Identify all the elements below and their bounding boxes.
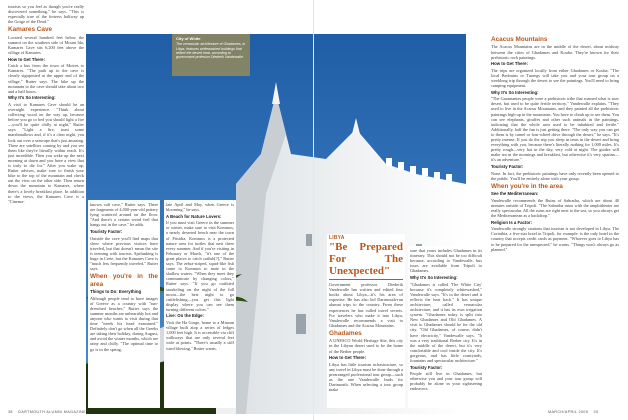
left-column-1: [8, 4, 84, 408]
page-number-left: 38: [8, 410, 13, 414]
subheading: See the Mediterranean:: [491, 191, 539, 197]
subheading: How to Get There:: [8, 56, 46, 62]
page-number-right: 39: [593, 410, 599, 414]
paragraph: If you must visit Greece in the summer or winter, make sure to visit Kommos, a nearly deserted beach near the town of Pitsidia. Kommos is a protected nature area for turtles that nest there every summer. And if you're visiting in February or March, "it's one of the great places to catch catfish[?]," Rutter says. The zebra-striped, squid-like fish come to Kommos to mate in the shallow waters. "When they meet they communicate by changing colors," Rutter says. "If you go outfitted snorkeling on the night of the full moon—the best night to go cuttlefishing—you get this light display where you can see them turning different colors.": [166, 220, 234, 312]
paragraph: The Acacus Mountains are in the middle of the desert, about midway between the cities of Ghadames and Kouba. They're known for their prehistoric rock paintings.: [491, 44, 619, 60]
divider: [329, 279, 403, 280]
article-headline: "Be Prepared For The Unexpected": [329, 241, 403, 278]
section-heading-acacus: Acacus Mountains: [491, 36, 548, 43]
caption-title: City of White: [176, 36, 201, 41]
left-column-2: [88, 200, 160, 408]
section-heading-when: When you're in the area: [491, 182, 563, 190]
paragraph: People still live in Ghadames, but otherwise you and your tour group will probably be alone in your sightseeing endeavors.: [410, 371, 482, 392]
paragraph: A UNESCO World Heritage Site, this city in the Libyan desert used to be the home of the Berber people.: [329, 338, 403, 354]
paragraph: Located several hundred feet below the summit on the southern side of Mount Ida, Kamares Cave sits 6,200 feet above the village of Kamares.: [8, 34, 84, 56]
subheading: How to Get There:: [491, 61, 529, 67]
subheading: How to Get There:: [329, 355, 367, 361]
paragraph: Outside the cave you'll find maps that show where previous visitors have traveled, but that doesn't mean the site is teeming with tourists. Spelunking is huge in Crete, but the Kamares Cave is "much less frequently traveled," Rutter says.: [90, 235, 158, 272]
subheading: Religion Is a Factor:: [491, 219, 533, 225]
right-column-2: [408, 246, 484, 408]
right-column-3: [489, 34, 621, 408]
page-gutter: [313, 0, 314, 420]
subheading: Touristy Factor:: [410, 364, 443, 370]
paragraph: Catch a bus from the town of Moires to Kamares. "The path up to the cave is clearly signposted at the upper end of the village," Rutter says. The hike up the mountain to the cave should take about two and a half hours.: [8, 63, 84, 94]
paragraph: Visit the Ha Gorge, home to a Minoan village built atop a series of ledges 1,000 feet high. It is accessible via cliff walkways that are only several feet wide at points. "There's usually a stiff wind blowing," Rutter warns.: [166, 320, 234, 351]
paragraph: A visit to Kamares Cave should be an overnight experience. "Think about collecting wood on the way up, because before you go to bed you should light a fire—you'll be quite chilly at night," Rutter says. "Light a fire, toast some marshmallows and, if it's a clear night, you look out over a seascape that's just amazing. There are satellites coming by and you see them like they're literally within reach. It's just incredible. Then you wake up the next morning at dawn and you have a view that is truly to die for." After you wake up, Rutter advises, make sure to finish your hike to the top of the mountain and check out the view on the other side. Then return down the mountain to Kamares, where there's a lovely breakfast place. In addition to the views, the Kamares Cave is a "Cinema-: [8, 101, 84, 204]
footer-left: [8, 410, 86, 414]
section-heading-when: When you're in the area: [90, 273, 158, 288]
paragraph: None. In fact, the prehistoric paintings have only recently been opened to the public. You'll be entirely alone with your group.: [491, 170, 619, 181]
paragraph: Government professor Diederik Vandewalle has written and edited four books about Libya—it's his area of expertise. He has also led Dartmouth-run alumni trips to the country. From these experiences he has culled travel secrets. For travelers who make it into Libya, Vandewalle recommends a visit to Ghadames and the Acacus Mountains.: [329, 282, 403, 328]
section-heading-ghadames: Ghadames: [329, 329, 362, 337]
paragraph: The trips are organized locally from either Ghadames or Kouba. "The local Bedouins or Tuaregs will take you and your tour group on a weeklong trip through the desert to see the paintings. You'll need to bring camping equipment.: [491, 67, 619, 89]
paragraph: Although people tend to have images of Greece as a country with "sun-drenched beaches," Rutter says the summer months are unbearably hot and anyone who wants to visit during that time "needs his head examined." Definitely don't go when all the Greeks are taking their holiday, during August, and avoid the winter months, which are rainy and chilly. "The optimal time to go is in the spring,: [90, 295, 158, 352]
subheading: Touristy Factor:: [90, 228, 123, 234]
paragraph: known cult cave," Rutter says. There are fragments of 4,000-year-old pottery lying scattered around on the floor. "And there's a certain weird feel that hangs out in the cave," he adds.: [90, 202, 158, 228]
publication-name: DARTMOUTH ALUMNI MAGAZINE: [18, 410, 87, 414]
section-heading-kamares: Kamares Cave: [8, 26, 53, 34]
photo-caption: [172, 34, 250, 76]
right-column-1: [327, 234, 405, 408]
paragraph: "The Garamantes people were a prehistoric tribe that roamed what is now desert, but used to be quite fertile territory," Vandewalle explains. "They used to live in the Acacus Mountains, and they painted all the prehistoric paintings high up in the mountains. You have to climb up to see them. You can see elephants, giraffes and other such animals in the paintings, indicating that the whole area used to be inhabited and fertile." Additionally, half the fun is just getting there. "The only way you can get to them is by camel or four-wheel drive through the desert," he says. "It's pretty intense. If you do the trip you sleep in tents in the desert and bring everything with you, because there's literally nothing for 1,000 miles. It's pretty rough—very hot in the day, very cold at night. The guides will make tea in the mornings and breakfast, but otherwise it's very spartan—it's an adventure.": [491, 96, 619, 163]
paragraph: late April and May, when Greece is blooming," he says.: [166, 202, 234, 213]
subheading: A Beach for Nature Lovers:: [166, 213, 222, 219]
subheading: Why It's So Interesting:: [8, 95, 56, 101]
section-kicker: LIBYA: [329, 235, 345, 241]
caption-text: The vernacular architecture of Ghadames, in Libya, features whitewashed buildings that reflect the desert heat, according to government professor Diederik Vandewalle.: [176, 42, 246, 60]
subheading: Touristy Factor:: [491, 163, 524, 169]
paragraph: sure that yours includes Ghadames in its itinerary. This should not be too difficult because, according to Vandewalle, bus tours are available from Tripoli to Ghadames.: [410, 248, 482, 274]
paragraph: tourists so you feel as though you're really discovered something," he says. "This is especially true of the fortress halfway up the Gorge of the Dead.": [8, 4, 84, 25]
left-column-3: [164, 200, 236, 408]
paragraph: Vandewalle strongly cautions that tourism is not developed in Libya. The Corinthia, a five-star hotel in Tripoli, for example, is the only hotel in the country that accepts credit cards as payment. "Whoever goes to Libya has to be prepared for the unexpected," he warns. "Things won't always go as planned.": [491, 226, 619, 252]
photo-credit: Crete, Greece: [12, 401, 35, 405]
footer-right: [548, 410, 598, 414]
paragraph: Vandewalle recommends the Ruins of Sabratha, which are about 40 minutes outside of Tripoli. "The Sabratha ruins with the amphitheater are really spectacular. All the ruins are right next to the sea, so you always get the Mediterranean as a backdrop.": [491, 197, 619, 219]
paragraph: "Ghadames is called 'The White City' because it's completely whitewashed," Vandewalle says. "It's in the desert and it reflects the heat back." It has unique architecture, called vernacular architecture, and it has its own irrigation system. "Ghadames today is split into New Ghadames and Old Ghadames. A visit to Ghadames should be for the old city. "Old Ghadames, of course, didn't have electricity," Vandewalle says. "It was a very traditional Berber city. It's in the middle of the desert, but it's very comfortable and cool inside the city. It's gorgeous, and has little courtyards, fountains and spectacular architecture.": [410, 281, 482, 363]
subheading: Things to Do: Everything: [90, 289, 142, 295]
subheading: Why It's So Interesting:: [410, 274, 458, 280]
issue-date: MARCH/APRIL 2009: [548, 410, 589, 414]
subheading: Why It's So Interesting:: [491, 89, 539, 95]
subheading: Live: On the Edge:: [166, 313, 204, 319]
paragraph: Libya has little tourism infrastructure, so any travel in Libya must be done through a prearranged professional tour group—such as the one Vandewalle leads for Dartmouth. When selecting a tour group make: [329, 361, 403, 393]
